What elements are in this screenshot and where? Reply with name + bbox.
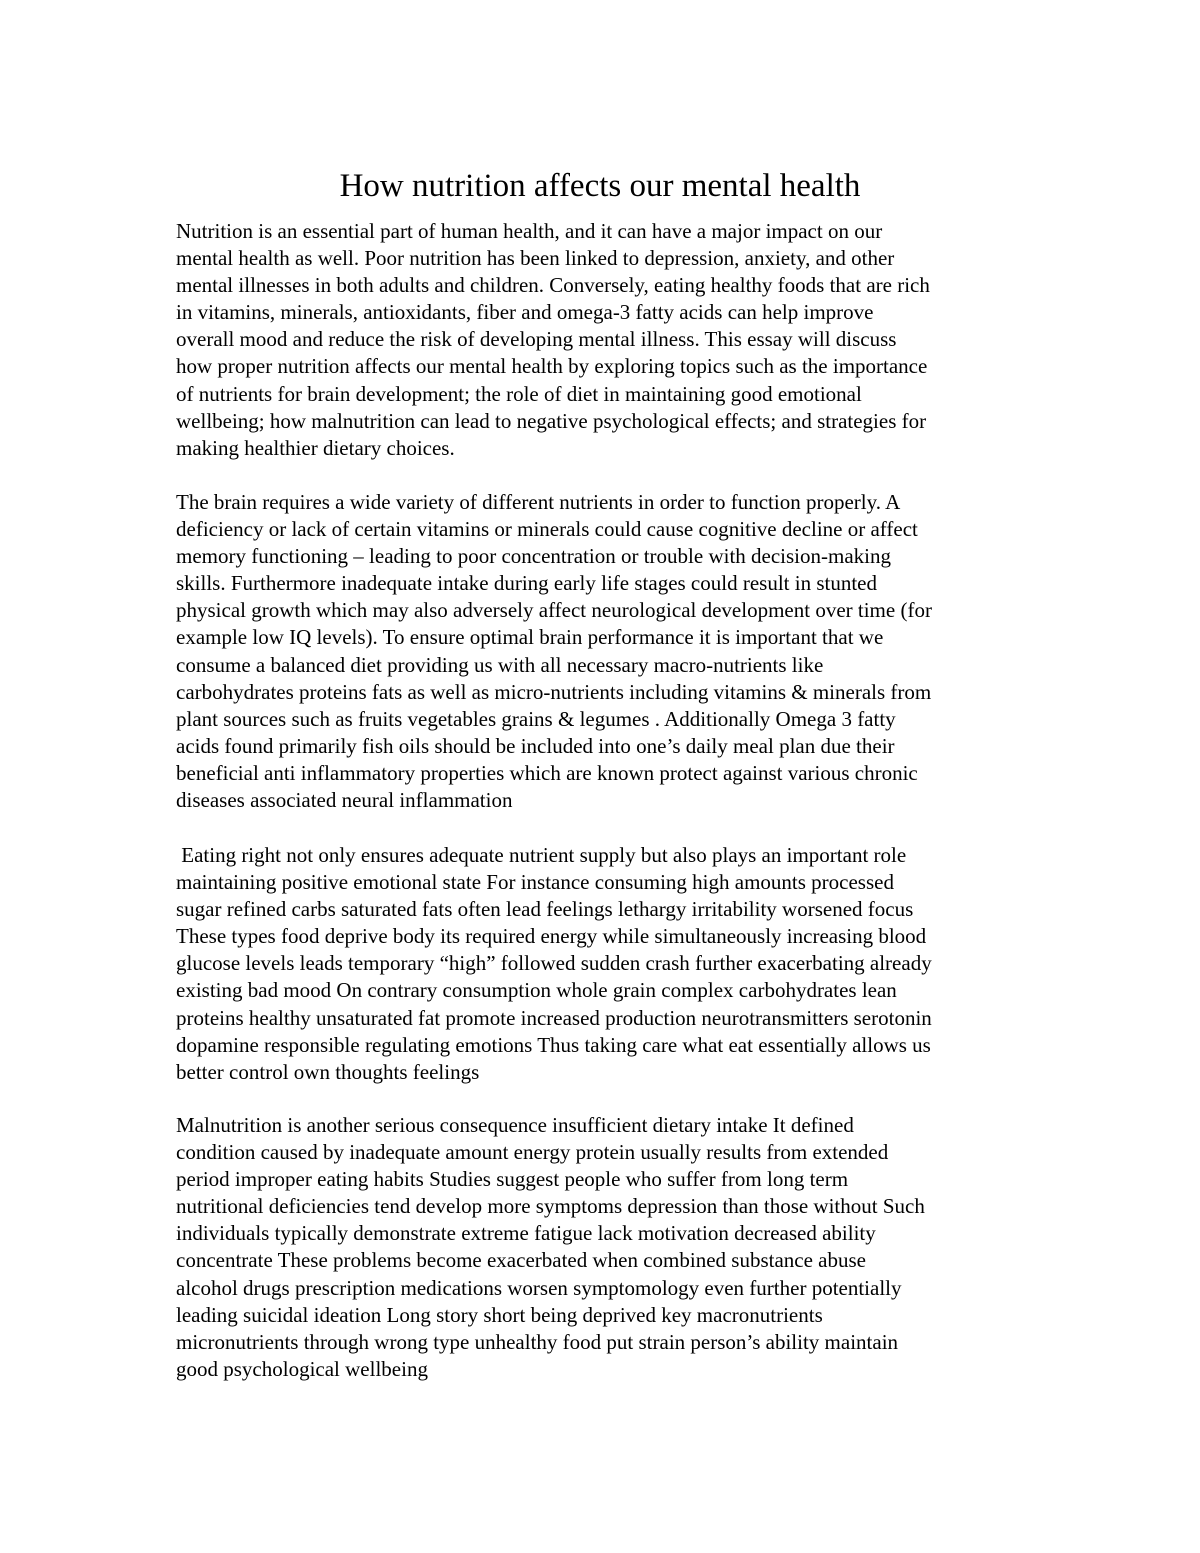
paragraph-introduction [176, 218, 1036, 462]
text-line: condition caused by inadequate amount energy protein usually results from extended [176, 1140, 889, 1165]
text-line: memory functioning – leading to poor concentration or trouble with decision-making [176, 544, 891, 569]
text-line: plant sources such as fruits vegetables grains & legumes . Additionally Omega 3 fatty [176, 706, 896, 731]
text-line: making healthier dietary choices. [176, 435, 455, 460]
text-line: acids found primarily fish oils should be included into one’s daily meal plan due their [176, 733, 895, 758]
text-line: beneficial anti inflammatory properties which are known protect against various chronic [176, 760, 918, 785]
text-line: consume a balanced diet providing us with all necessary macro-nutrients like [176, 652, 824, 677]
text-line: The brain requires a wide variety of different nutrients in order to function properly. A [176, 490, 901, 514]
text-line: dopamine responsible regulating emotions Thus taking care what eat essentially allows us [176, 1032, 931, 1057]
text-line: maintaining positive emotional state For instance consuming high amounts processed [176, 870, 894, 895]
text-line: how proper nutrition affects our mental health by exploring topics such as the importance [176, 354, 928, 379]
text-line: period improper eating habits Studies suggest people who suffer from long term [176, 1167, 849, 1192]
text-line: overall mood and reduce the risk of developing mental illness. This essay will discuss [176, 327, 897, 352]
text-line: Eating right not only ensures adequate nutrient supply but also plays an important role [176, 843, 907, 867]
text-line: better control own thoughts feelings [176, 1059, 480, 1084]
text-line: leading suicidal ideation Long story short being deprived key macronutrients [176, 1302, 823, 1327]
paragraph-malnutrition [176, 1112, 1036, 1383]
paragraph-brain-nutrients [176, 489, 1036, 814]
text-line: proteins healthy unsaturated fat promote increased production neurotransmitters serotonin [176, 1005, 932, 1030]
text-line: glucose levels leads temporary “high” followed sudden crash further exacerbating already [176, 951, 932, 976]
text-line: Nutrition is an essential part of human health, and it can have a major impact on our [176, 219, 883, 243]
text-line: mental health as well. Poor nutrition has been linked to depression, anxiety, and other [176, 246, 895, 271]
text-line: good psychological wellbeing [176, 1356, 428, 1381]
text-line: existing bad mood On contrary consumption whole grain complex carbohydrates lean [176, 978, 897, 1003]
text-line: physical growth which may also adversely affect neurological development over time (for [176, 598, 932, 623]
text-line: skills. Furthermore inadequate intake during early life stages could result in stunted [176, 571, 877, 596]
document-title: How nutrition affects our mental health [339, 168, 861, 204]
paragraph-emotional-state [176, 842, 1036, 1086]
text-line: These types food deprive body its required energy while simultaneously increasing blood [176, 924, 927, 949]
text-line: wellbeing; how malnutrition can lead to negative psychological effects; and strategies for [176, 408, 927, 433]
text-line: in vitamins, minerals, antioxidants, fiber and omega-3 fatty acids can help improve [176, 300, 874, 325]
text-line: of nutrients for brain development; the role of diet in maintaining good emotional [176, 381, 862, 406]
text-line: Malnutrition is another serious consequence insufficient dietary intake It defined [176, 1113, 854, 1137]
text-line: micronutrients through wrong type unhealthy food put strain person’s ability maintain [176, 1329, 899, 1354]
text-line: nutritional deficiencies tend develop more symptoms depression than those without Such [176, 1194, 925, 1219]
text-line: concentrate These problems become exacerbated when combined substance abuse [176, 1248, 866, 1273]
text-line: sugar refined carbs saturated fats often lead feelings lethargy irritability worsened focus [176, 897, 914, 922]
text-line: example low IQ levels). To ensure optimal brain performance it is important that we [176, 625, 884, 650]
text-line: alcohol drugs prescription medications worsen symptomology even further potentially [176, 1275, 902, 1300]
text-line: individuals typically demonstrate extreme fatigue lack motivation decreased ability [176, 1221, 876, 1246]
text-line: diseases associated neural inflammation [176, 788, 513, 813]
text-line: carbohydrates proteins fats as well as micro-nutrients including vitamins & minerals from [176, 679, 932, 704]
text-line: deficiency or lack of certain vitamins or minerals could cause cognitive decline or affect [176, 517, 918, 542]
text-line: mental illnesses in both adults and children. Conversely, eating healthy foods that are rich [176, 273, 930, 298]
